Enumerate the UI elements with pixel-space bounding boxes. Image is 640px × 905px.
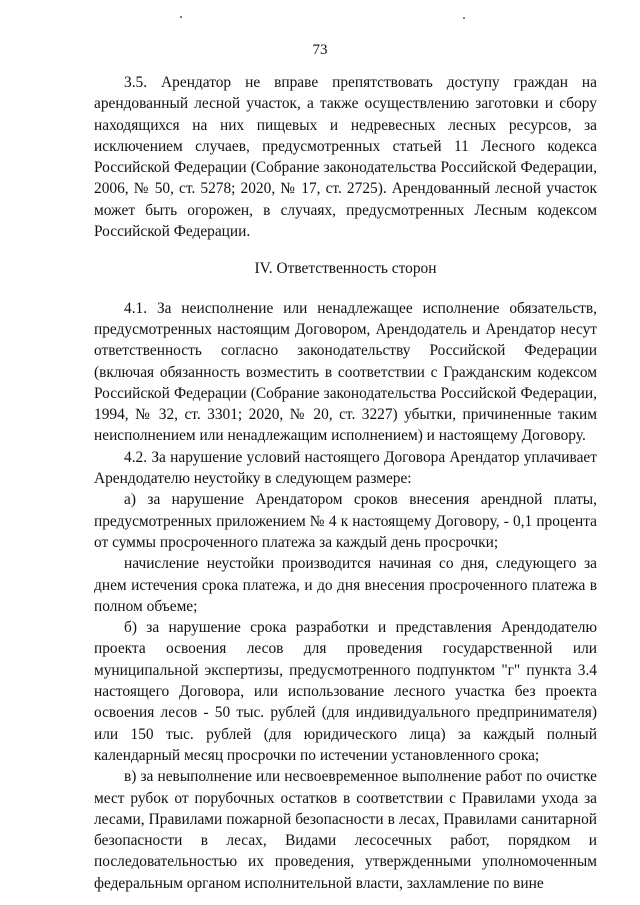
paragraph-4-1: 4.1. За неисполнение или ненадлежащее исполнение обязательств, предусмотренных настоящим Договором, Арендодатель и Арендатор несут ответственность согласно законодательству Российской Федерации (включая обязанность возместить в соответствии с Гражданским кодексом Российской Федерации (Собрание законодательства Российской Федерации, 1994, № 32, ст. 3301; 2020, № 20, ст. 3227) убытки, причиненные таким неисполнением или ненадлежащим исполнением) и настоящему Договору. bbox=[94, 299, 597, 445]
paragraph-4-2-v: в) за невыполнение или несвоевременное выполнение работ по очистке мест рубок от порубочных остатков в соответствии с Правилами ухода за лесами, Правилами пожарной безопасности в лесах, Правилами санитарной безопасности в лесах, Видами лесосечных работ, порядком и последовательностью их проведения, утвержденными уполномоченным федеральным органом исполнительной власти, захламление по вине bbox=[94, 768, 597, 892]
paragraph-3-5: 3.5. Арендатор не вправе препятствовать доступу граждан на арендованный лесной участок, а также осуществлению заготовки и сбору находящихся на них пищевых и недревесных лесных ресурсов, за исключением случаев, предусмотренных статьей 11 Лесного кодекса Российской Федерации (Собрание законодательства Российской Федерации, 2006, № 50, ст. 5278; 2020, № 17, ст. 2725). Арендованный лесной участок может быть огорожен, в случаях, предусмотренных Лесным кодексом Российской Федерации. bbox=[94, 74, 597, 241]
document-body bbox=[94, 72, 597, 894]
paragraph-4-2-a: а) за нарушение Арендатором сроков внесения арендной платы, предусмотренных приложением № 4 к настоящему Договору, - 0,1 процента от суммы просроченного платежа за каждый день просрочки; bbox=[94, 491, 597, 551]
page-number: 73 bbox=[312, 42, 328, 58]
paragraph-4-2: 4.2. За нарушение условий настоящего Договора Арендатор уплачивает Арендодателю неустойку в следующем размере: bbox=[94, 448, 597, 488]
scan-speck bbox=[180, 16, 182, 18]
paragraph-4-2-b: б) за нарушение срока разработки и представления Арендодателю проекта освоения лесов для проведения государственной или муниципальной экспертизы, предусмотренного подпунктом "г" пункта 3.4 настоящего Договора, или использование лесного участка без проекта освоения лесов - 50 тыс. рублей (для индивидуального предпринимателя) или 150 тыс. рублей (для юридического лица) за каждый полный календарный месяц просрочки по истечении установленного срока; bbox=[94, 619, 597, 764]
section-heading: IV. Ответственность сторон bbox=[254, 260, 437, 278]
paragraph-penalty-accrual: начисление неустойки производится начиная со дня, следующего за днем истечения срока платежа, и до дня внесения просроченного платежа в полном объеме; bbox=[94, 555, 597, 615]
scan-speck bbox=[463, 17, 465, 19]
